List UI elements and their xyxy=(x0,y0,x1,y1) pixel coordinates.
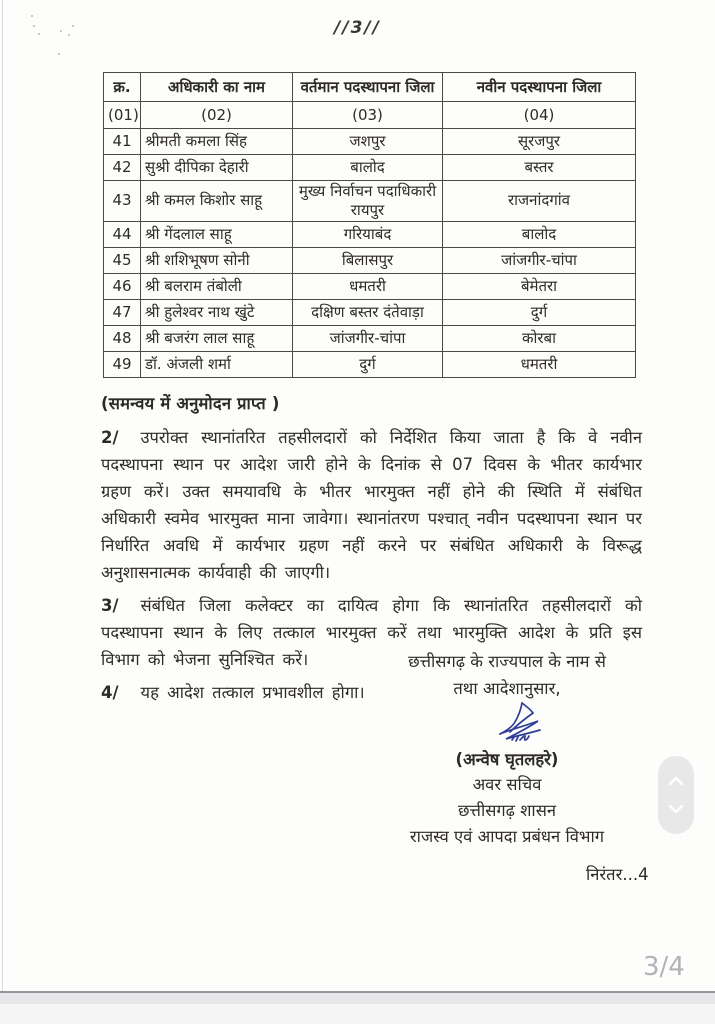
page-indicator: 3/4 xyxy=(643,952,685,982)
cell-name: श्री बलराम तंबोली xyxy=(141,273,293,299)
cell-new: दुर्ग xyxy=(443,299,636,325)
authority-line-2: तथा आदेशानुसार, xyxy=(453,679,561,698)
continuation-note: निरंतर...4 xyxy=(586,865,649,884)
scroll-up-button[interactable] xyxy=(665,770,687,792)
cell-name: श्री कमल किशोर साहू xyxy=(141,181,293,222)
cell-name: श्रीमती कमला सिंह xyxy=(141,129,293,155)
col-header-current-district: वर्तमान पदस्थापना जिला xyxy=(293,73,443,102)
col-num: (04) xyxy=(443,102,636,129)
signature-block xyxy=(368,648,646,850)
cell-sno: 49 xyxy=(104,351,141,377)
cell-sno: 48 xyxy=(104,325,141,351)
transfer-table xyxy=(103,72,636,378)
approval-note: (समन्वय में अनुमोदन प्राप्त ) xyxy=(101,394,280,413)
col-num: (01) xyxy=(104,102,141,129)
paragraph-text: उपरोक्त स्थानांतरित तहसीलदारों को निर्देशित किया जाता है कि वे नवीन पदस्थापना स्थान पर आदेश जारी होने के दिनांक से 07 दिवस के भीतर कार्यभार ग्रहण करें। उक्त समयावधि के भीतर भारमुक्त नहीं होने की स्थिति में संबंधित अधिकारी स्वमेव भारमुक्त माना जावेगा। स्थानांतरण पश्चात् नवीन पदस्थापना स्थान पर निर्धारित अवधि में कार्यभार ग्रहण नहीं करने पर संबंधित अधिकारी के विरूद्ध अनुशासनात्मक कार्यवाही की जाएगी। xyxy=(101,428,642,582)
cell-current: जशपुर xyxy=(293,129,443,155)
col-header-new-district: नवीन पदस्थापना जिला xyxy=(443,73,636,102)
paragraph-number: 2/ xyxy=(101,428,119,447)
table-header-row xyxy=(104,73,636,102)
col-header-name: अधिकारी का नाम xyxy=(141,73,293,102)
scroll-widget[interactable] xyxy=(658,756,694,834)
table-row xyxy=(104,129,636,155)
page-gap xyxy=(0,993,715,1004)
chevron-up-icon xyxy=(668,776,684,786)
page-number-header: //3// xyxy=(334,18,381,38)
table-row xyxy=(104,221,636,247)
table-row xyxy=(104,155,636,181)
cell-name: सुश्री दीपिका देहारी xyxy=(141,155,293,181)
signature-icon xyxy=(486,700,554,750)
cell-sno: 44 xyxy=(104,221,141,247)
cell-new: कोरबा xyxy=(443,325,636,351)
cell-new: बालोद xyxy=(443,221,636,247)
table-row xyxy=(104,351,636,377)
cell-sno: 43 xyxy=(104,181,141,222)
cell-current: बिलासपुर xyxy=(293,247,443,273)
paragraph-number: 4/ xyxy=(101,683,119,702)
paragraph-2 xyxy=(101,424,642,586)
column-number-row xyxy=(104,102,636,129)
cell-sno: 47 xyxy=(104,299,141,325)
paragraph-text: यह आदेश तत्काल प्रभावशील होगा। xyxy=(140,683,365,702)
table-row xyxy=(104,299,636,325)
paragraph-number: 3/ xyxy=(101,596,119,615)
page-edge-line xyxy=(2,0,3,991)
col-num: (02) xyxy=(141,102,293,129)
cell-new: बस्तर xyxy=(443,155,636,181)
cell-name: डॉ. अंजली शर्मा xyxy=(141,351,293,377)
scan-speck xyxy=(58,53,60,55)
cell-new: राजनांदगांव xyxy=(443,181,636,222)
signatory-name: (अन्वेष घृतलहरे) xyxy=(455,750,559,769)
table-row xyxy=(104,273,636,299)
cell-name: श्री गेंदलाल साहू xyxy=(141,221,293,247)
scan-speck xyxy=(31,15,33,17)
col-num: (03) xyxy=(293,102,443,129)
handwritten-signature xyxy=(368,702,646,748)
cell-name: श्री बजरंग लाल साहू xyxy=(141,325,293,351)
cell-current: बालोद xyxy=(293,155,443,181)
table-row xyxy=(104,247,636,273)
cell-new: सूरजपुर xyxy=(443,129,636,155)
cell-name: श्री हुलेश्वर नाथ खुंटे xyxy=(141,299,293,325)
table-row xyxy=(104,181,636,222)
cell-name: श्री शशिभूषण सोनी xyxy=(141,247,293,273)
cell-sno: 42 xyxy=(104,155,141,181)
government-name: छत्तीसगढ़ शासन xyxy=(457,801,557,820)
cell-sno: 46 xyxy=(104,273,141,299)
cell-new: जांजगीर-चांपा xyxy=(443,247,636,273)
scroll-down-button[interactable] xyxy=(665,798,687,820)
cell-current: धमतरी xyxy=(293,273,443,299)
next-page-edge xyxy=(0,1004,715,1024)
chevron-down-icon xyxy=(668,804,684,814)
cell-current: मुख्य निर्वाचन पदाधिकारी रायपुर xyxy=(293,181,443,222)
department-name: राजस्व एवं आपदा प्रबंधन विभाग xyxy=(409,827,605,846)
table-row xyxy=(104,325,636,351)
cell-current: जांजगीर-चांपा xyxy=(293,325,443,351)
signatory-designation: अवर सचिव xyxy=(472,775,542,794)
cell-new: बेमेतरा xyxy=(443,273,636,299)
cell-current: दक्षिण बस्तर दंतेवाड़ा xyxy=(293,299,443,325)
cell-current: गरियाबंद xyxy=(293,221,443,247)
paragraph-text: संबंधित जिला कलेक्टर का दायित्व होगा कि स्थानांतरित तहसीलदारों को पदस्थापना स्थान के लिए तत्काल भारमुक्त करें तथा भारमुक्ति आदेश के प्रति इस विभाग को भेजना सुनिश्चित करें। xyxy=(101,596,642,669)
cell-sno: 41 xyxy=(104,129,141,155)
cell-new: धमतरी xyxy=(443,351,636,377)
authority-line-1: छत्तीसगढ़ के राज्यपाल के नाम से xyxy=(408,652,606,671)
cell-sno: 45 xyxy=(104,247,141,273)
cell-current: दुर्ग xyxy=(293,351,443,377)
col-header-sno: क्र. xyxy=(104,73,141,102)
